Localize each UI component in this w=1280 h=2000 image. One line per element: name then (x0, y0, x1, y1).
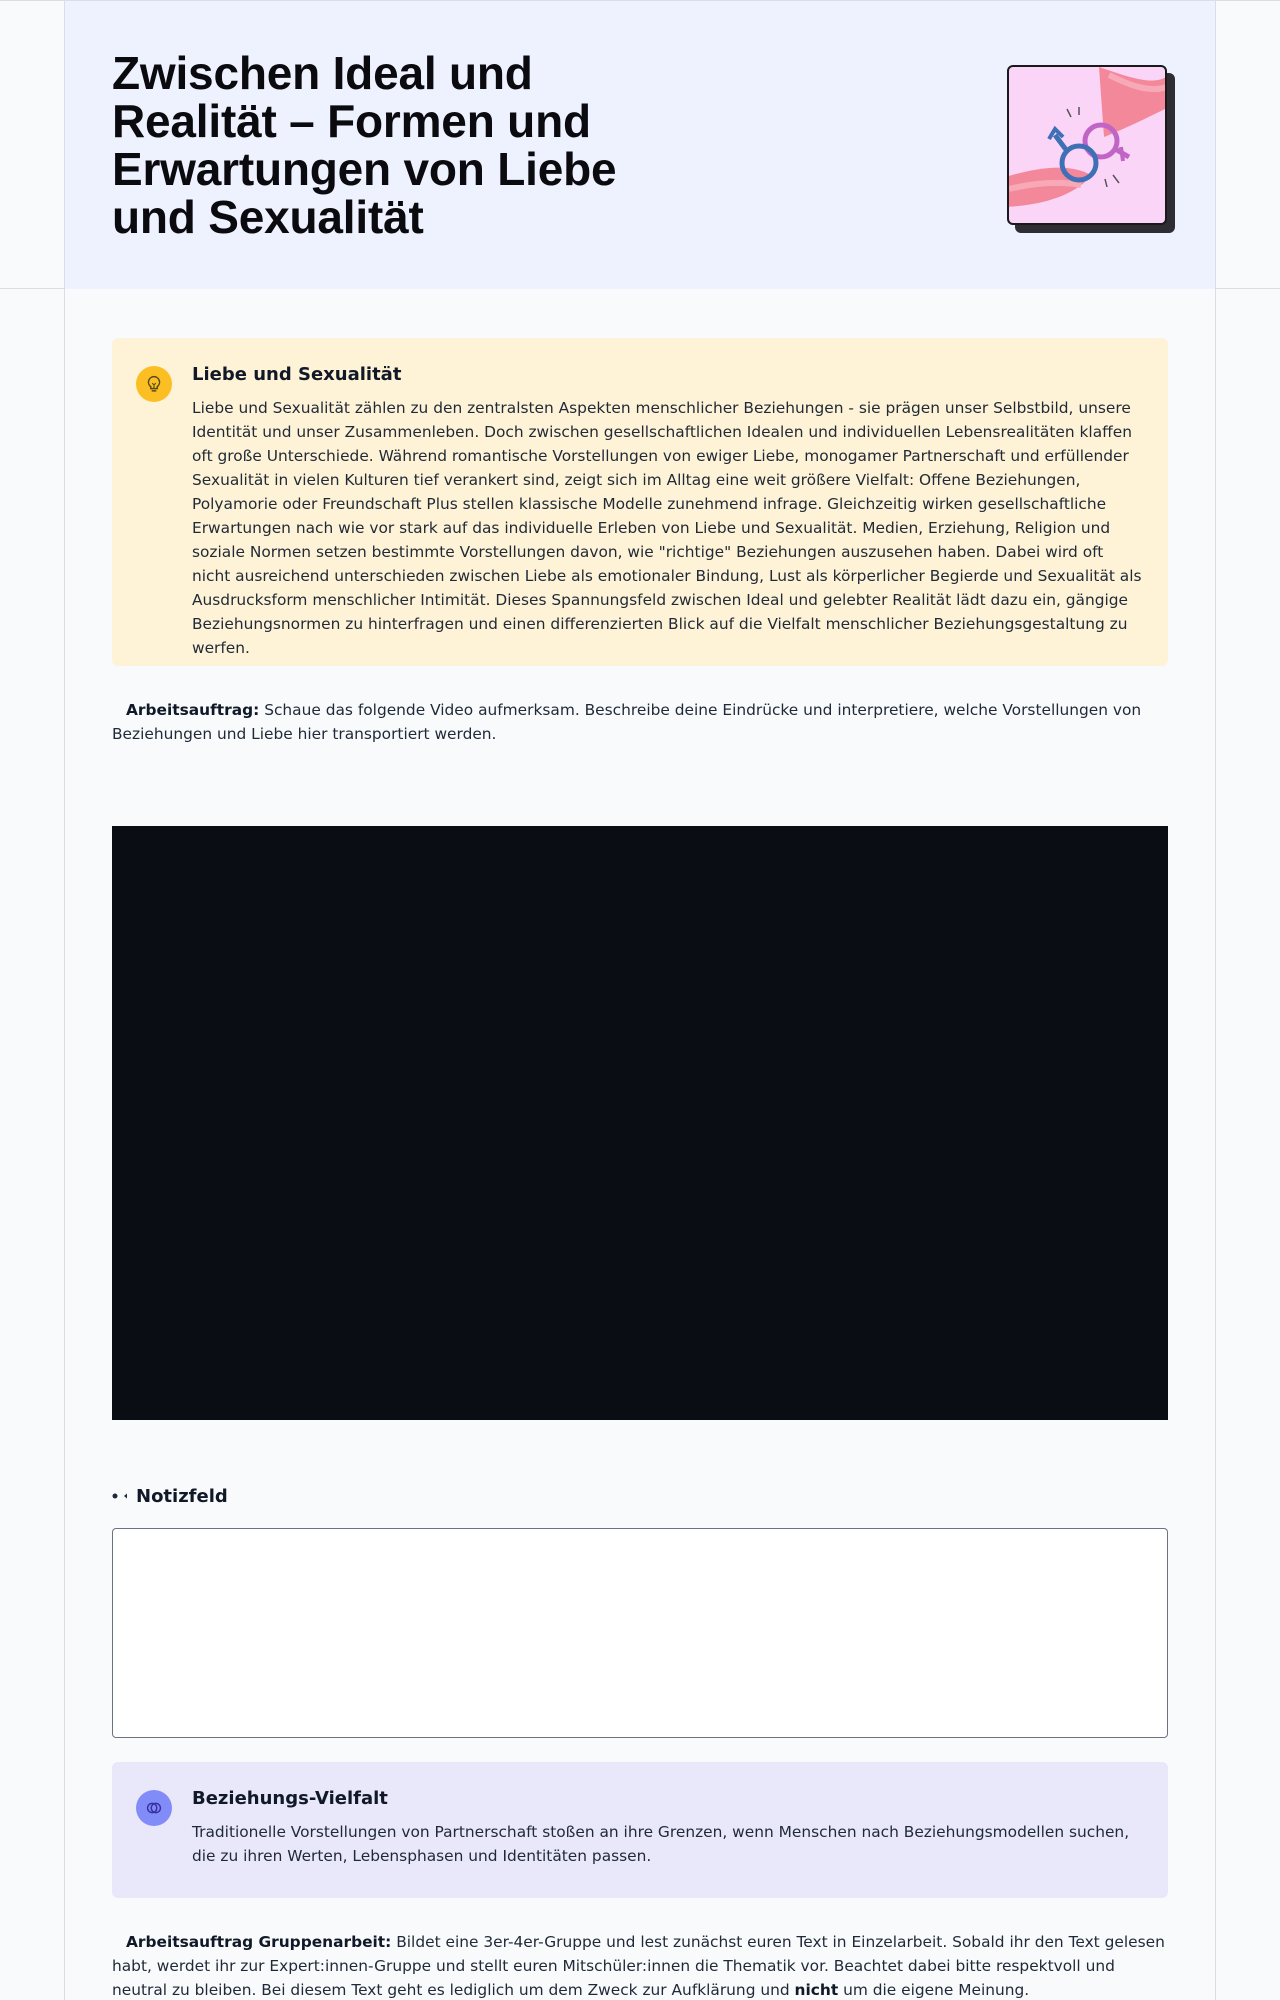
page-title: Zwischen Ideal und Realität – Formen und Erwartungen von Liebe und Sexualität (112, 47, 617, 243)
intro-callout (112, 338, 1168, 666)
diversity-callout-title: Beziehungs-Vielfalt (192, 1788, 388, 1809)
relationship-icon (136, 1790, 172, 1826)
header-panel (64, 1, 1216, 289)
pen-icon (112, 1486, 128, 1507)
intro-callout-body: Liebe und Sexualität zählen zu den zentralsten Aspekten menschlicher Beziehungen - sie prägen unser Selbstbild, unsere Identität und unser Zusammenleben. Doch zwischen gesellschaftlichen Idealen und individuellen Lebensrealitäten klaffen oft große Unterschiede. Während romantische Vorstellungen von ewiger Liebe, monogamer Partnerschaft und erfüllender Sexualität in vielen Kulturen tief verankert sind, zeigt sich im Alltag eine weit größere Vielfalt: Offene Beziehungen, Polyamorie oder Freundschaft Plus stellen klassische Modelle zunehmend infrage. Gleichzeitig wirken gesellschaftliche Erwartungen nach wie vor stark auf das individuelle Erleben von Liebe und Sexualität. Medien, Erziehung, Religion und soziale Normen setzen bestimmte Vorstellungen davon, wie "richtige" Beziehungen auszusehen haben. Dabei wird oft nicht ausreichend unterschieden zwischen Liebe als emotionaler Bindung, Lust als körperlicher Begierde und Sexualität als Ausdrucksform menschlicher Intimität. Dieses Spannungsfeld zwischen Ideal und gelebter Realität lädt dazu ein, gängige Beziehungsnormen zu hinterfragen und einen differenzierten Blick auf die Vielfalt menschlicher Beziehungsgestaltung zu werfen. (192, 399, 1142, 657)
task-group-emphasis: nicht (794, 1981, 839, 1999)
task-group-text: Bildet eine 3er-4er-Gruppe und lest zunächst euren Text in Einzelarbeit. Sobald ihr den Text gelesen habt, werdet ihr zur Expert:innen-Gruppe und stellt euren Mitschüler:innen die Thematik vor. Beachtet dabei bitte respektvoll und neutral zu bleiben. Bei diesem Text geht es lediglich um dem Zweck zur Aufklärung und (112, 1933, 1165, 1999)
task-video-text: Schaue das folgende Video aufmerksam. Beschreibe deine Eindrücke und interpretiere, welche Vorstellungen von Beziehungen und Liebe hier transportiert werden. (112, 701, 1142, 743)
page-header (0, 0, 1280, 289)
task-group-label: Arbeitsauftrag Gruppenarbeit: (126, 1933, 392, 1951)
hero-image (1007, 65, 1171, 235)
task-group (112, 1930, 1168, 2000)
notes-label-text: Notizfeld (136, 1486, 228, 1507)
gender-symbols-hands-illustration (1007, 65, 1167, 225)
task-video (112, 698, 1168, 746)
task-group-text-end: um die eigene Meinung. (838, 1981, 1030, 1999)
video-player[interactable] (112, 826, 1168, 1420)
diversity-callout (112, 1762, 1168, 1898)
notes-field[interactable] (112, 1528, 1168, 1738)
diversity-callout-body: Traditionelle Vorstellungen von Partnerschaft stoßen an ihre Grenzen, wenn Menschen nach Beziehungsmodellen suchen, die zu ihren Werten, Lebensphasen und Identitäten passen. (192, 1823, 1130, 1865)
frame-line-right (1215, 0, 1216, 2000)
intro-callout-title: Liebe und Sexualität (192, 364, 402, 385)
gender-symbols-icon (1009, 67, 1165, 223)
frame-line-left (64, 0, 65, 2000)
notes-label (112, 1486, 228, 1507)
lightbulb-icon (136, 366, 172, 402)
task-video-label: Arbeitsauftrag: (126, 701, 260, 719)
